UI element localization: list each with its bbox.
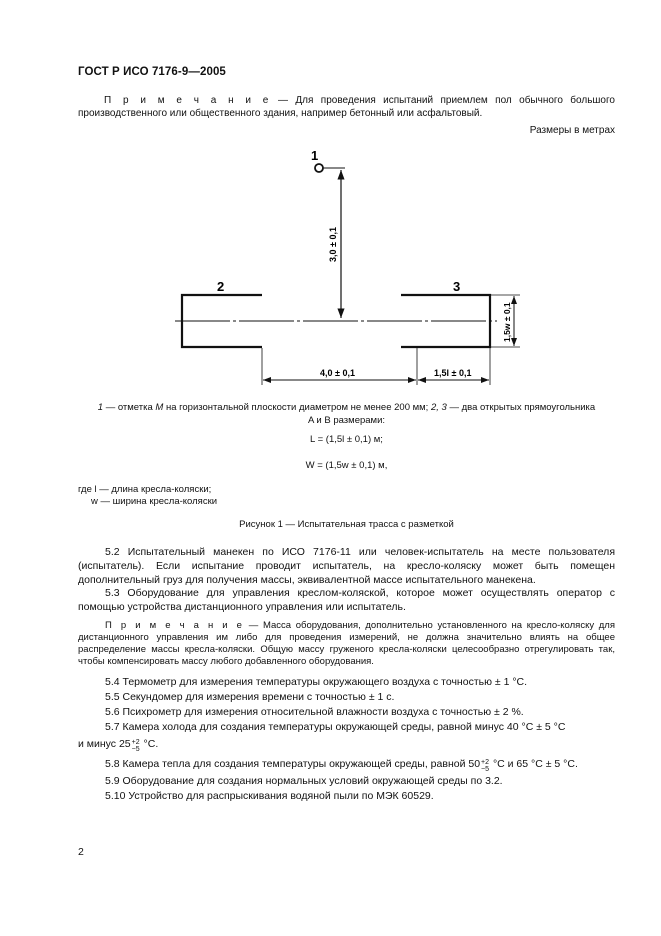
test-track-figure — [0, 0, 661, 400]
note-equipment: П р и м е ч а н и е — Масса оборудования, дополнительно установленного на кресло-коляску для дистанционного управления им либо для проведения измерений, не должна значительно влиять на общее распределение массы кресла-коляски. Общую массу груженого кресла-коляски целесообразно отрегулировать так, чтобы компенсировать массу любого добавленного оборудования. — [78, 620, 615, 667]
paragraph-5-8: 5.8 Камера тепла для создания температуры окружающей среды, равной 50+2 −5 °С и 65 °С ± 5 °С. — [105, 758, 578, 773]
paragraph-5-3: 5.3 Оборудование для управления креслом-коляской, которое может осуществлять оператор с помощью устройства дистанционного управления или испытатель. — [78, 587, 615, 613]
dim-gap-label: 4,0 ± 0,1 — [320, 368, 355, 378]
where-l: где l — длина кресла-коляски; — [78, 484, 212, 495]
where-w: w — ширина кресла-коляски — [91, 496, 218, 507]
page-number: 2 — [78, 846, 84, 858]
formula-w: W = (1,5w ± 0,1) м, — [305, 460, 388, 471]
paragraph-5-4: 5.4 Термометр для измерения температуры окружающего воздуха с точностью ± 1 °С. — [105, 676, 528, 688]
document-header: ГОСТ Р ИСО 7176-9—2005 — [78, 66, 226, 78]
note-label: П р и м е ч а н и е — [104, 95, 271, 106]
label-1: 1 — [311, 148, 319, 163]
figure-legend: 1 — отметка M на горизонтальной плоскости диаметром не менее 200 мм; 2, 3 — два открытых прямоугольника A и B размерами: — [97, 402, 596, 426]
dimensions-note: Размеры в метрах — [529, 125, 615, 136]
paragraph-5-7: 5.7 Камера холода для создания температуры окружающей среды, равной минус 40 °С ± 5 °С — [105, 721, 566, 733]
label-2: 2 — [217, 279, 225, 294]
formula-l: L = (1,5l ± 0,1) м; — [310, 434, 383, 445]
paragraph-5-5: 5.5 Секундомер для измерения времени с точностью ± 1 с. — [105, 691, 395, 703]
dim-width-label: 1,5w ± 0,1 — [502, 302, 512, 342]
paragraph-5-10: 5.10 Устройство для распрыскивания водяной пыли по МЭК 60529. — [105, 790, 434, 802]
paragraph-5-2: 5.2 Испытательный манекен по ИСО 7176-11 или человек-испытатель на месте пользователя (испытатель). Если испытание проводит испытатель, на кресло-коляску может быть помещен дополнительный груз для получения массы, эквивалентной массе испытательного манекена. — [78, 546, 615, 586]
mark-m-circle — [315, 164, 323, 172]
figure-caption: Рисунок 1 — Испытательная трасса с разметкой — [239, 519, 454, 530]
paragraph-5-6: 5.6 Психрометр для измерения относительной влажности воздуха с точностью ± 2 %. — [105, 706, 524, 718]
dim-vertical-label: 3,0 ± 0,1 — [328, 227, 338, 262]
dim-length-label: 1,5l ± 0,1 — [434, 368, 472, 378]
paragraph-5-7-cont: и минус 25+2 −5 °С. — [78, 738, 159, 753]
note-text: — Для проведения испытаний приемлем пол обычного большого производственного или общественного здания, например бетонный или асфальтовый. — [78, 95, 615, 119]
label-3: 3 — [453, 279, 461, 294]
paragraph-5-9: 5.9 Оборудование для создания нормальных условий окружающей среды по 3.2. — [105, 775, 503, 787]
